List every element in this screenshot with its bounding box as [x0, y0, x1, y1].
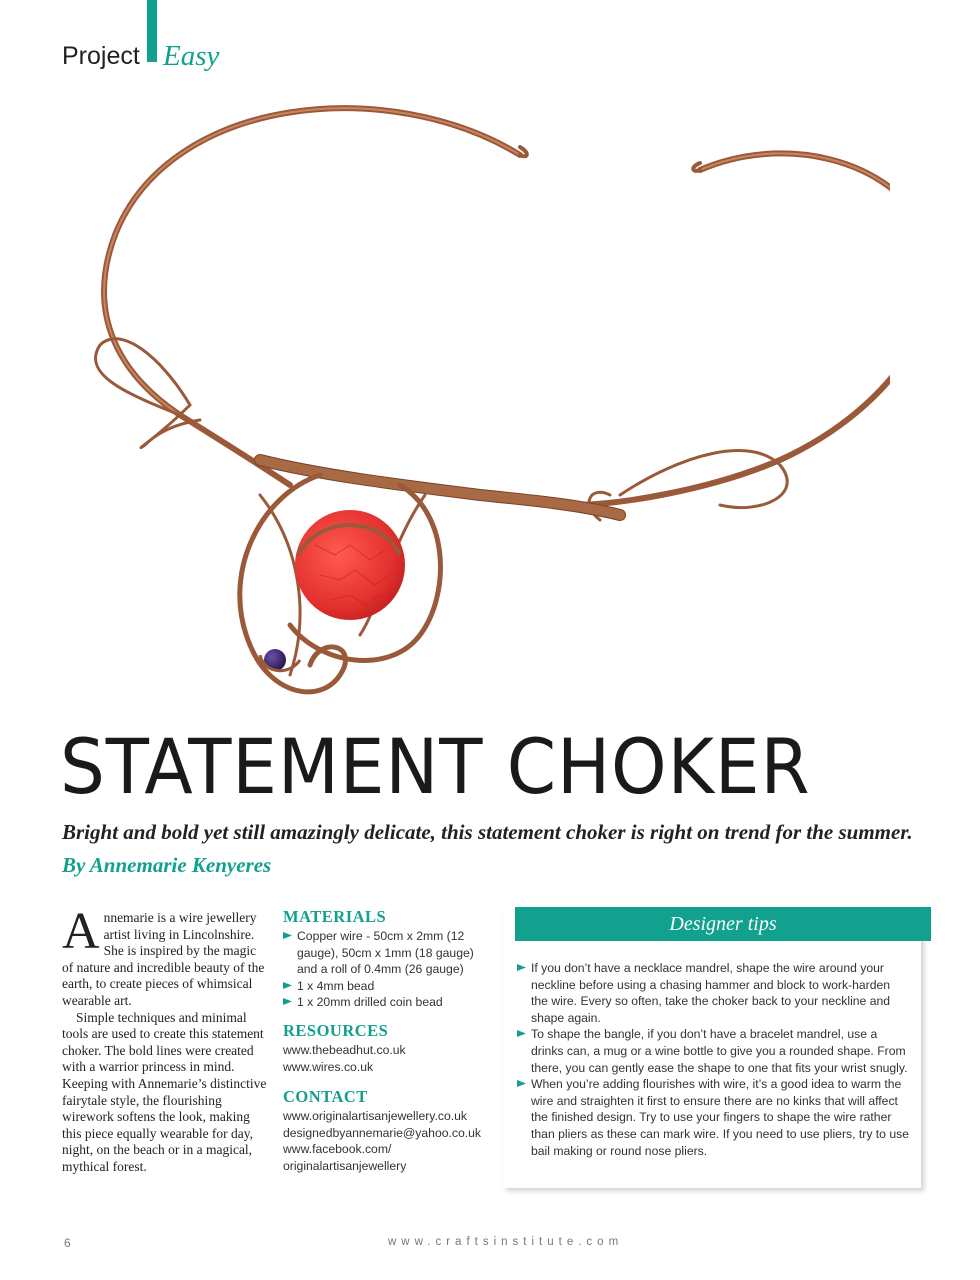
drop-cap: A [62, 903, 100, 960]
intro-paragraph-1-text: nnemarie is a wire jewellery artist living in Lincolnshire. She is inspired by the magic of nature and incredible beauty of the earth, to create pieces of whimsical wearable art. [62, 910, 265, 1008]
contact-facebook-link-cont[interactable]: originalartisanjewellery [283, 1158, 407, 1173]
article-standfirst: Bright and bold yet still amazingly delicate, this statement choker is right on trend for the summer. [62, 820, 913, 844]
intro-column [62, 903, 267, 1176]
page-number: 6 [64, 1236, 71, 1250]
resources-heading: RESOURCES [283, 1020, 389, 1040]
bullet-icon [517, 1080, 526, 1087]
designer-tips-heading: Designer tips [515, 907, 931, 941]
contact-list [283, 1108, 493, 1174]
article-byline: By Annemarie Kenyeres [62, 853, 272, 877]
tip-item [517, 960, 909, 1026]
contact-email-link[interactable]: designedbyannemarie@yahoo.co.uk [283, 1125, 482, 1140]
footer-website[interactable]: www.craftsinstitute.com [388, 1236, 624, 1248]
resources-list [283, 1042, 493, 1075]
tip-item [517, 1026, 909, 1076]
tip-text: To shape the bangle, if you don’t have a bracelet mandrel, use a drinks can, a mug or a wine bottle to give you a rounded shape. From there, you can gently ease the shape to one that fits your wrist snugly. [531, 1027, 908, 1075]
designer-tips-list [517, 960, 909, 1159]
materials-list [283, 928, 493, 1011]
resource-link[interactable]: www.thebeadhut.co.uk [283, 1042, 406, 1057]
article-title: STATEMENT CHOKER [60, 722, 811, 811]
intro-paragraph-1 [62, 903, 267, 1010]
tip-item [517, 1076, 909, 1159]
materials-heading: MATERIALS [283, 907, 387, 926]
contact-website-link[interactable]: www.originalartisanjewellery.co.uk [283, 1109, 468, 1124]
intro-paragraph-2: Simple techniques and minimal tools are used to create this statement choker. The bold lines were created with a warrior princess in mind. Keeping with Annemarie’s distinctive fairytale style, the flourishing wirework softens the look, making this piece equally wearable for day, night, on the beach or in a magical, mythical forest. [62, 1009, 267, 1174]
material-text: 1 x 4mm bead [297, 978, 375, 993]
bullet-icon [283, 932, 292, 939]
material-text: Copper wire - 50cm x 2mm (12 gauge), 50cm x 1mm (18 gauge) and a roll of 0.4mm (26 gauge) [297, 929, 474, 977]
section-accent-bar [147, 0, 157, 62]
bullet-icon [517, 964, 526, 971]
difficulty-label: Easy [163, 40, 220, 72]
contact-heading: CONTACT [283, 1087, 368, 1107]
material-text: 1 x 20mm drilled coin bead [297, 995, 443, 1010]
list-item [283, 928, 493, 978]
tip-text: If you don’t have a necklace mandrel, shape the wire around your neckline before using a chasing hammer and block to work-harden the wire. Every so often, take the choker back to your neckline and shape again. [531, 961, 891, 1025]
materials-column [283, 907, 493, 1187]
contact-facebook-link[interactable]: www.facebook.com/ [283, 1142, 392, 1157]
resource-link[interactable]: www.wires.co.uk [283, 1059, 374, 1074]
list-item [283, 978, 493, 995]
list-item [283, 994, 493, 1011]
hero-choker-image [60, 75, 890, 725]
tip-text: When you’re adding flourishes with wire, it’s a good idea to warm the wire and straighten it first to ensure there are no kinks that will affect the finished design. Try to use your fingers to shape the wire rather than pliers as these can mark wire. If you need to use pliers, try to use bail making or round nose pliers. [531, 1077, 909, 1158]
designer-tips-box [503, 905, 921, 1188]
bullet-icon [283, 998, 292, 1005]
section-label: Project [62, 42, 140, 70]
bullet-icon [517, 1030, 526, 1037]
bullet-icon [283, 982, 292, 989]
